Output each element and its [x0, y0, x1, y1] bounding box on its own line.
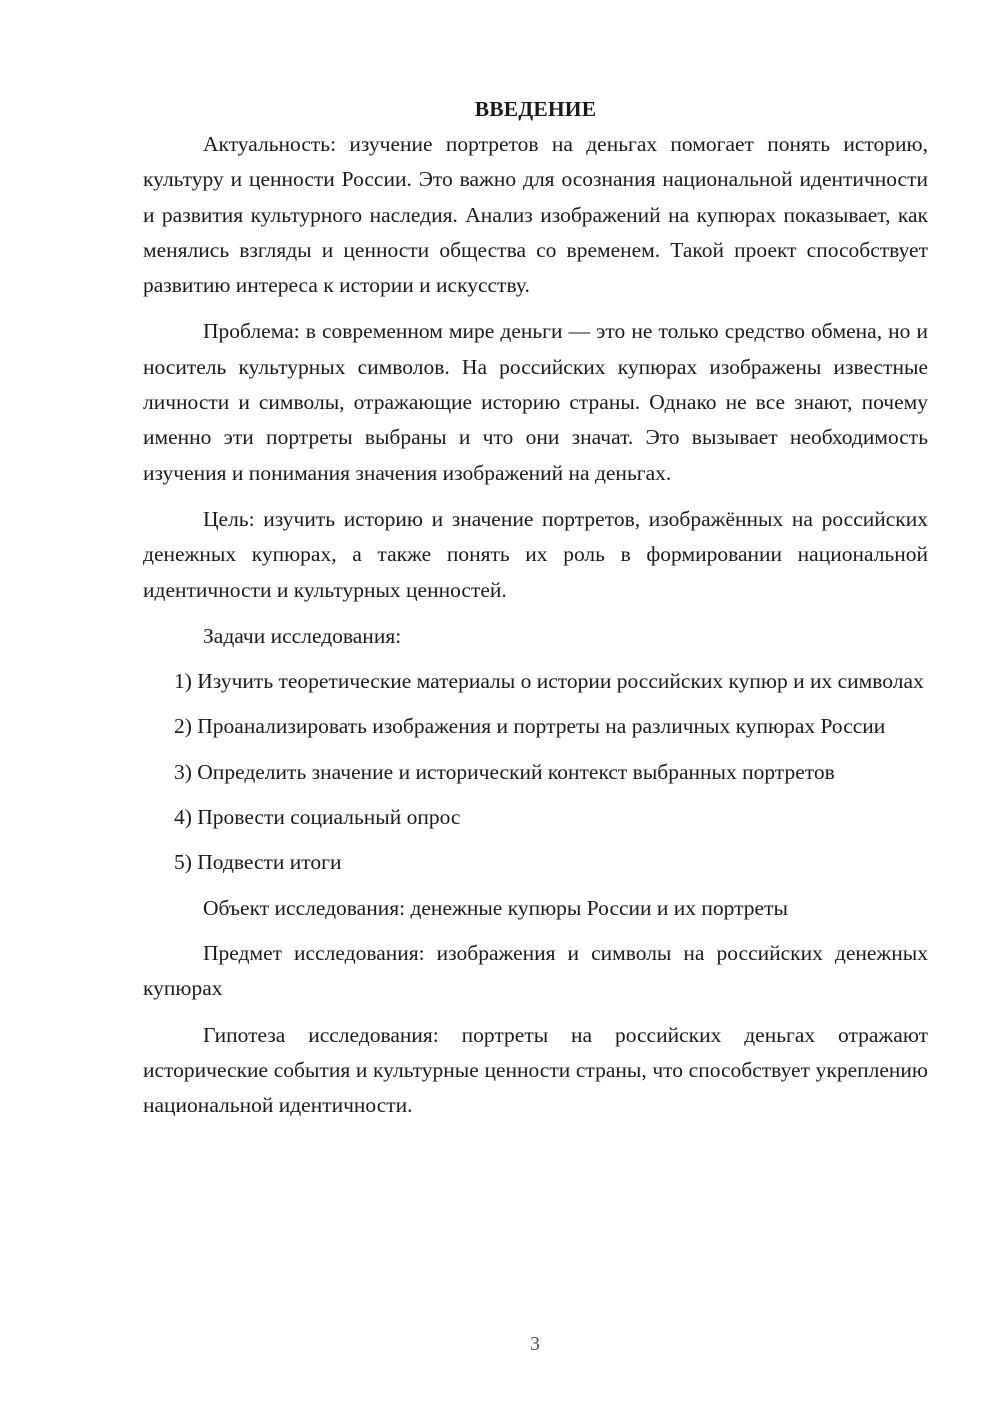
paragraph-subject: Предмет исследования: изображения и символы на российских денежных купюрах	[143, 940, 928, 1001]
tasks-heading: Задачи исследования:	[203, 623, 402, 648]
list-item: 3) Определить значение и исторический контекст выбранных портретов	[174, 759, 835, 784]
list-item: 5) Подвести итоги	[174, 850, 342, 875]
paragraph-goal: Цель: изучить историю и значение портретов, изображённых на российских денежных купюрах, а также понять их роль в формировании национальной идентичности и культурных ценностей.	[143, 506, 928, 602]
list-item: 4) Провести социальный опрос	[174, 805, 461, 830]
page-number: 3	[530, 1333, 540, 1355]
list-item: 2) Проанализировать изображения и портреты на различных купюрах России	[174, 714, 886, 739]
paragraph-relevance: Актуальность: изучение портретов на деньгах помогает понять историю, культуру и ценности России. Это важно для осознания национальной идентичности и развития культурного наследия. Анализ изображений на купюрах показывает, как менялись взгляды и ценности общества со временем. Такой проект способствует развитию интереса к истории и искусству.	[143, 132, 928, 298]
section-title: ВВЕДЕНИЕ	[474, 97, 597, 121]
list-item: 1) Изучить теоретические материалы о истории российских купюр и их символах	[174, 669, 924, 694]
paragraph-problem: Проблема: в современном мире деньги — это не только средство обмена, но и носитель культурных символов. На российских купюрах изображены известные личности и символы, отражающие историю страны. Однако не все знают, почему именно эти портреты выбраны и что они значат. Это вызывает необходимость изучения и понимания значения изображений на деньгах.	[143, 319, 928, 485]
document-page	[143, 92, 928, 1134]
tasks-list	[143, 664, 928, 880]
paragraph-hypothesis: Гипотеза исследования: портреты на российских деньгах отражают исторические события и культурные ценности страны, что способствует укреплению национальной идентичности.	[143, 1022, 928, 1118]
paragraph-object: Объект исследования: денежные купюры России и их портреты	[203, 895, 788, 920]
